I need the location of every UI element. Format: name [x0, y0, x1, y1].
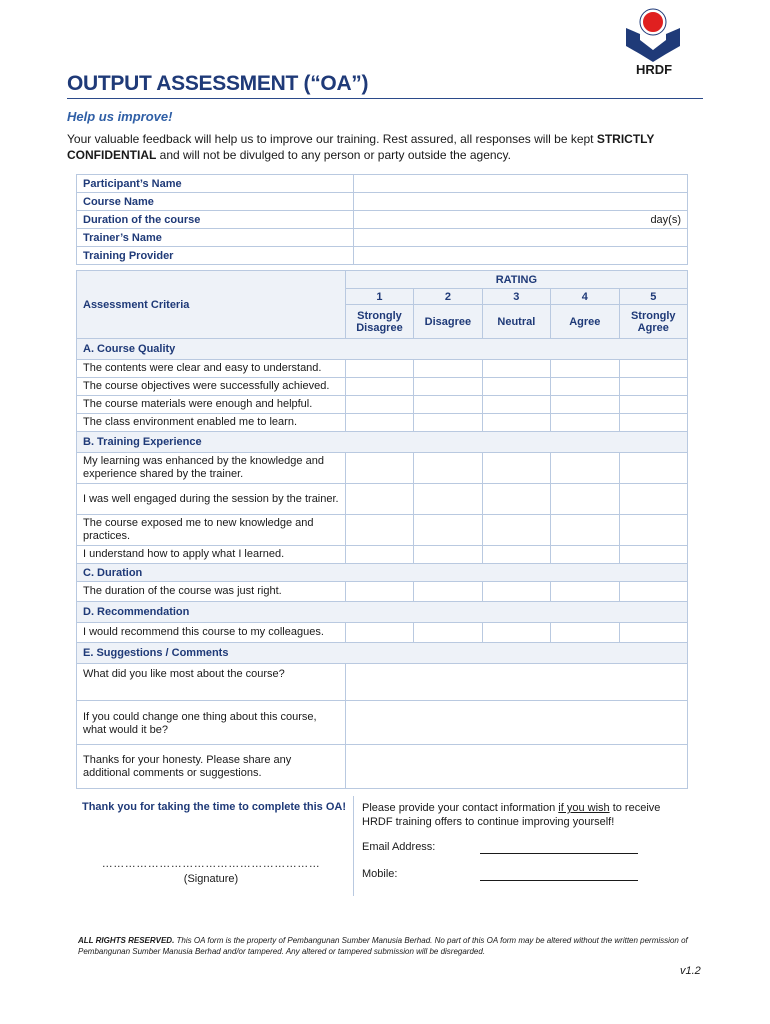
comment-prompt: Thanks for your honesty. Please share any additional comments or suggestions.	[77, 745, 346, 789]
rating-cell[interactable]	[414, 515, 482, 546]
info-row	[77, 211, 688, 229]
rating-label: Strongly Disagree	[345, 305, 413, 339]
participant-name-field[interactable]	[354, 175, 688, 193]
section-heading: D. Recommendation	[77, 602, 688, 623]
rating-number: 4	[551, 289, 619, 305]
version-label: v1.2	[680, 965, 701, 977]
rating-cell[interactable]	[619, 378, 688, 396]
mobile-label: Mobile:	[362, 868, 398, 880]
rating-cell[interactable]	[551, 360, 619, 378]
rating-cell[interactable]	[619, 623, 688, 643]
rating-cell[interactable]	[619, 414, 688, 432]
rating-cell[interactable]	[619, 546, 688, 564]
rating-cell[interactable]	[482, 396, 550, 414]
criteria-item: The contents were clear and easy to understand.	[77, 360, 346, 378]
rating-cell[interactable]	[345, 396, 413, 414]
criteria-item: I was well engaged during the session by the trainer.	[77, 484, 346, 515]
criteria-item: The class environment enabled me to learn.	[77, 414, 346, 432]
rating-cell[interactable]	[345, 414, 413, 432]
rating-cell[interactable]	[414, 546, 482, 564]
rating-cell[interactable]	[482, 515, 550, 546]
intro-emphasis: STRICTLY CONFIDENTIAL	[67, 132, 655, 162]
rating-cell[interactable]	[345, 623, 413, 643]
page-title: OUTPUT ASSESSMENT (“OA”)	[67, 72, 369, 95]
rating-cell[interactable]	[414, 582, 482, 602]
criteria-item: The course exposed me to new knowledge and practices.	[77, 515, 346, 546]
comment-field[interactable]	[345, 701, 687, 745]
rating-cell[interactable]	[619, 515, 688, 546]
rating-number: 2	[414, 289, 482, 305]
comment-field[interactable]	[345, 664, 687, 701]
info-label: Course Name	[77, 193, 354, 211]
rating-cell[interactable]	[619, 484, 688, 515]
rating-cell[interactable]	[482, 378, 550, 396]
criteria-item: I would recommend this course to my colleagues.	[77, 623, 346, 643]
rating-cell[interactable]	[482, 546, 550, 564]
rating-cell[interactable]	[414, 378, 482, 396]
rating-cell[interactable]	[414, 396, 482, 414]
criteria-item: I understand how to apply what I learned.	[77, 546, 346, 564]
criteria-item: The course objectives were successfully achieved.	[77, 378, 346, 396]
info-row	[77, 247, 688, 265]
page-subtitle: Help us improve!	[67, 109, 173, 124]
rating-cell[interactable]	[345, 453, 413, 484]
rating-cell[interactable]	[619, 453, 688, 484]
rating-label: Disagree	[414, 305, 482, 339]
rating-cell[interactable]	[482, 360, 550, 378]
section-heading: E. Suggestions / Comments	[77, 643, 688, 664]
criteria-header: Assessment Criteria	[77, 271, 346, 339]
rating-cell[interactable]	[619, 396, 688, 414]
section-heading: B. Training Experience	[77, 432, 688, 453]
rating-cell[interactable]	[551, 453, 619, 484]
section-heading: C. Duration	[77, 564, 688, 582]
rating-number: 5	[619, 289, 688, 305]
trainer-name-field[interactable]	[354, 229, 688, 247]
rating-cell[interactable]	[551, 378, 619, 396]
info-label: Trainer’s Name	[77, 229, 354, 247]
comment-prompt: What did you like most about the course?	[77, 664, 346, 701]
rating-cell[interactable]	[414, 484, 482, 515]
duration-field[interactable]: day(s)	[354, 211, 688, 229]
info-label: Training Provider	[77, 247, 354, 265]
info-label: Participant’s Name	[77, 175, 354, 193]
contact-request: Please provide your contact information if you wish to receive HRDF training offers to continue improving yourself!	[362, 802, 661, 828]
intro-paragraph: Your valuable feedback will help us to improve our training. Rest assured, all responses will be kept STRICTLY CONFIDENTIAL and will not be divulged to any person or party outside the agency.	[67, 132, 655, 162]
rating-cell[interactable]	[551, 396, 619, 414]
contact-optional-note: if you wish	[558, 802, 610, 814]
rating-number: 1	[345, 289, 413, 305]
section-heading: A. Course Quality	[77, 339, 688, 360]
signature-label: (Signature)	[183, 873, 239, 885]
comment-prompt: If you could change one thing about this course, what would it be?	[77, 701, 346, 745]
signature-line[interactable]: …………………………………………………	[101, 858, 321, 870]
rating-number: 3	[482, 289, 550, 305]
logo-text: HRDF	[635, 62, 673, 77]
rating-cell[interactable]	[551, 623, 619, 643]
info-label: Duration of the course	[77, 211, 354, 229]
rating-cell[interactable]	[414, 360, 482, 378]
rating-label: Strongly Agree	[619, 305, 688, 339]
mobile-field[interactable]	[480, 880, 638, 881]
criteria-item: My learning was enhanced by the knowledge and experience shared by the trainer.	[77, 453, 346, 484]
rating-cell[interactable]	[414, 623, 482, 643]
rating-cell[interactable]	[414, 453, 482, 484]
rating-cell[interactable]	[482, 453, 550, 484]
rating-cell[interactable]	[551, 414, 619, 432]
rating-cell[interactable]	[619, 360, 688, 378]
rating-cell[interactable]	[345, 378, 413, 396]
rating-cell[interactable]	[551, 582, 619, 602]
rating-cell[interactable]	[551, 484, 619, 515]
rating-cell[interactable]	[345, 582, 413, 602]
participant-info-table	[76, 174, 688, 265]
rating-label: Agree	[551, 305, 619, 339]
email-field[interactable]	[480, 853, 638, 854]
rating-cell[interactable]	[414, 414, 482, 432]
email-label: Email Address:	[362, 841, 436, 853]
criteria-item: The course materials were enough and helpful.	[77, 396, 346, 414]
rating-cell[interactable]	[345, 515, 413, 546]
rating-cell[interactable]	[345, 360, 413, 378]
rating-cell[interactable]	[482, 484, 550, 515]
rating-cell[interactable]	[345, 484, 413, 515]
rating-label: Neutral	[482, 305, 550, 339]
assessment-table	[76, 270, 688, 789]
training-provider-field[interactable]	[354, 247, 688, 265]
info-row	[77, 193, 688, 211]
rating-cell[interactable]	[345, 546, 413, 564]
rating-cell[interactable]	[551, 515, 619, 546]
thank-you-note: Thank you for taking the time to complete this OA!	[81, 801, 347, 813]
rating-header: RATING	[345, 271, 687, 289]
rating-cell[interactable]	[551, 546, 619, 564]
criteria-item: The duration of the course was just right.	[77, 582, 346, 602]
info-row	[77, 175, 688, 193]
footer-divider	[353, 796, 354, 896]
title-divider	[67, 98, 703, 99]
rating-cell[interactable]	[482, 582, 550, 602]
rating-cell[interactable]	[619, 582, 688, 602]
course-name-field[interactable]	[354, 193, 688, 211]
rights-notice: ALL RIGHTS RESERVED. This OA form is the property of Pembangunan Sumber Manusia Berhad. No part of this OA form may be altered without the written permission of Pembangunan Sumber Manusia Berhad and/or tampered. Any altered or tampered submission will be disregarded.	[78, 936, 688, 956]
comment-field[interactable]	[345, 745, 687, 789]
info-row	[77, 229, 688, 247]
rating-cell[interactable]	[482, 414, 550, 432]
rating-cell[interactable]	[482, 623, 550, 643]
